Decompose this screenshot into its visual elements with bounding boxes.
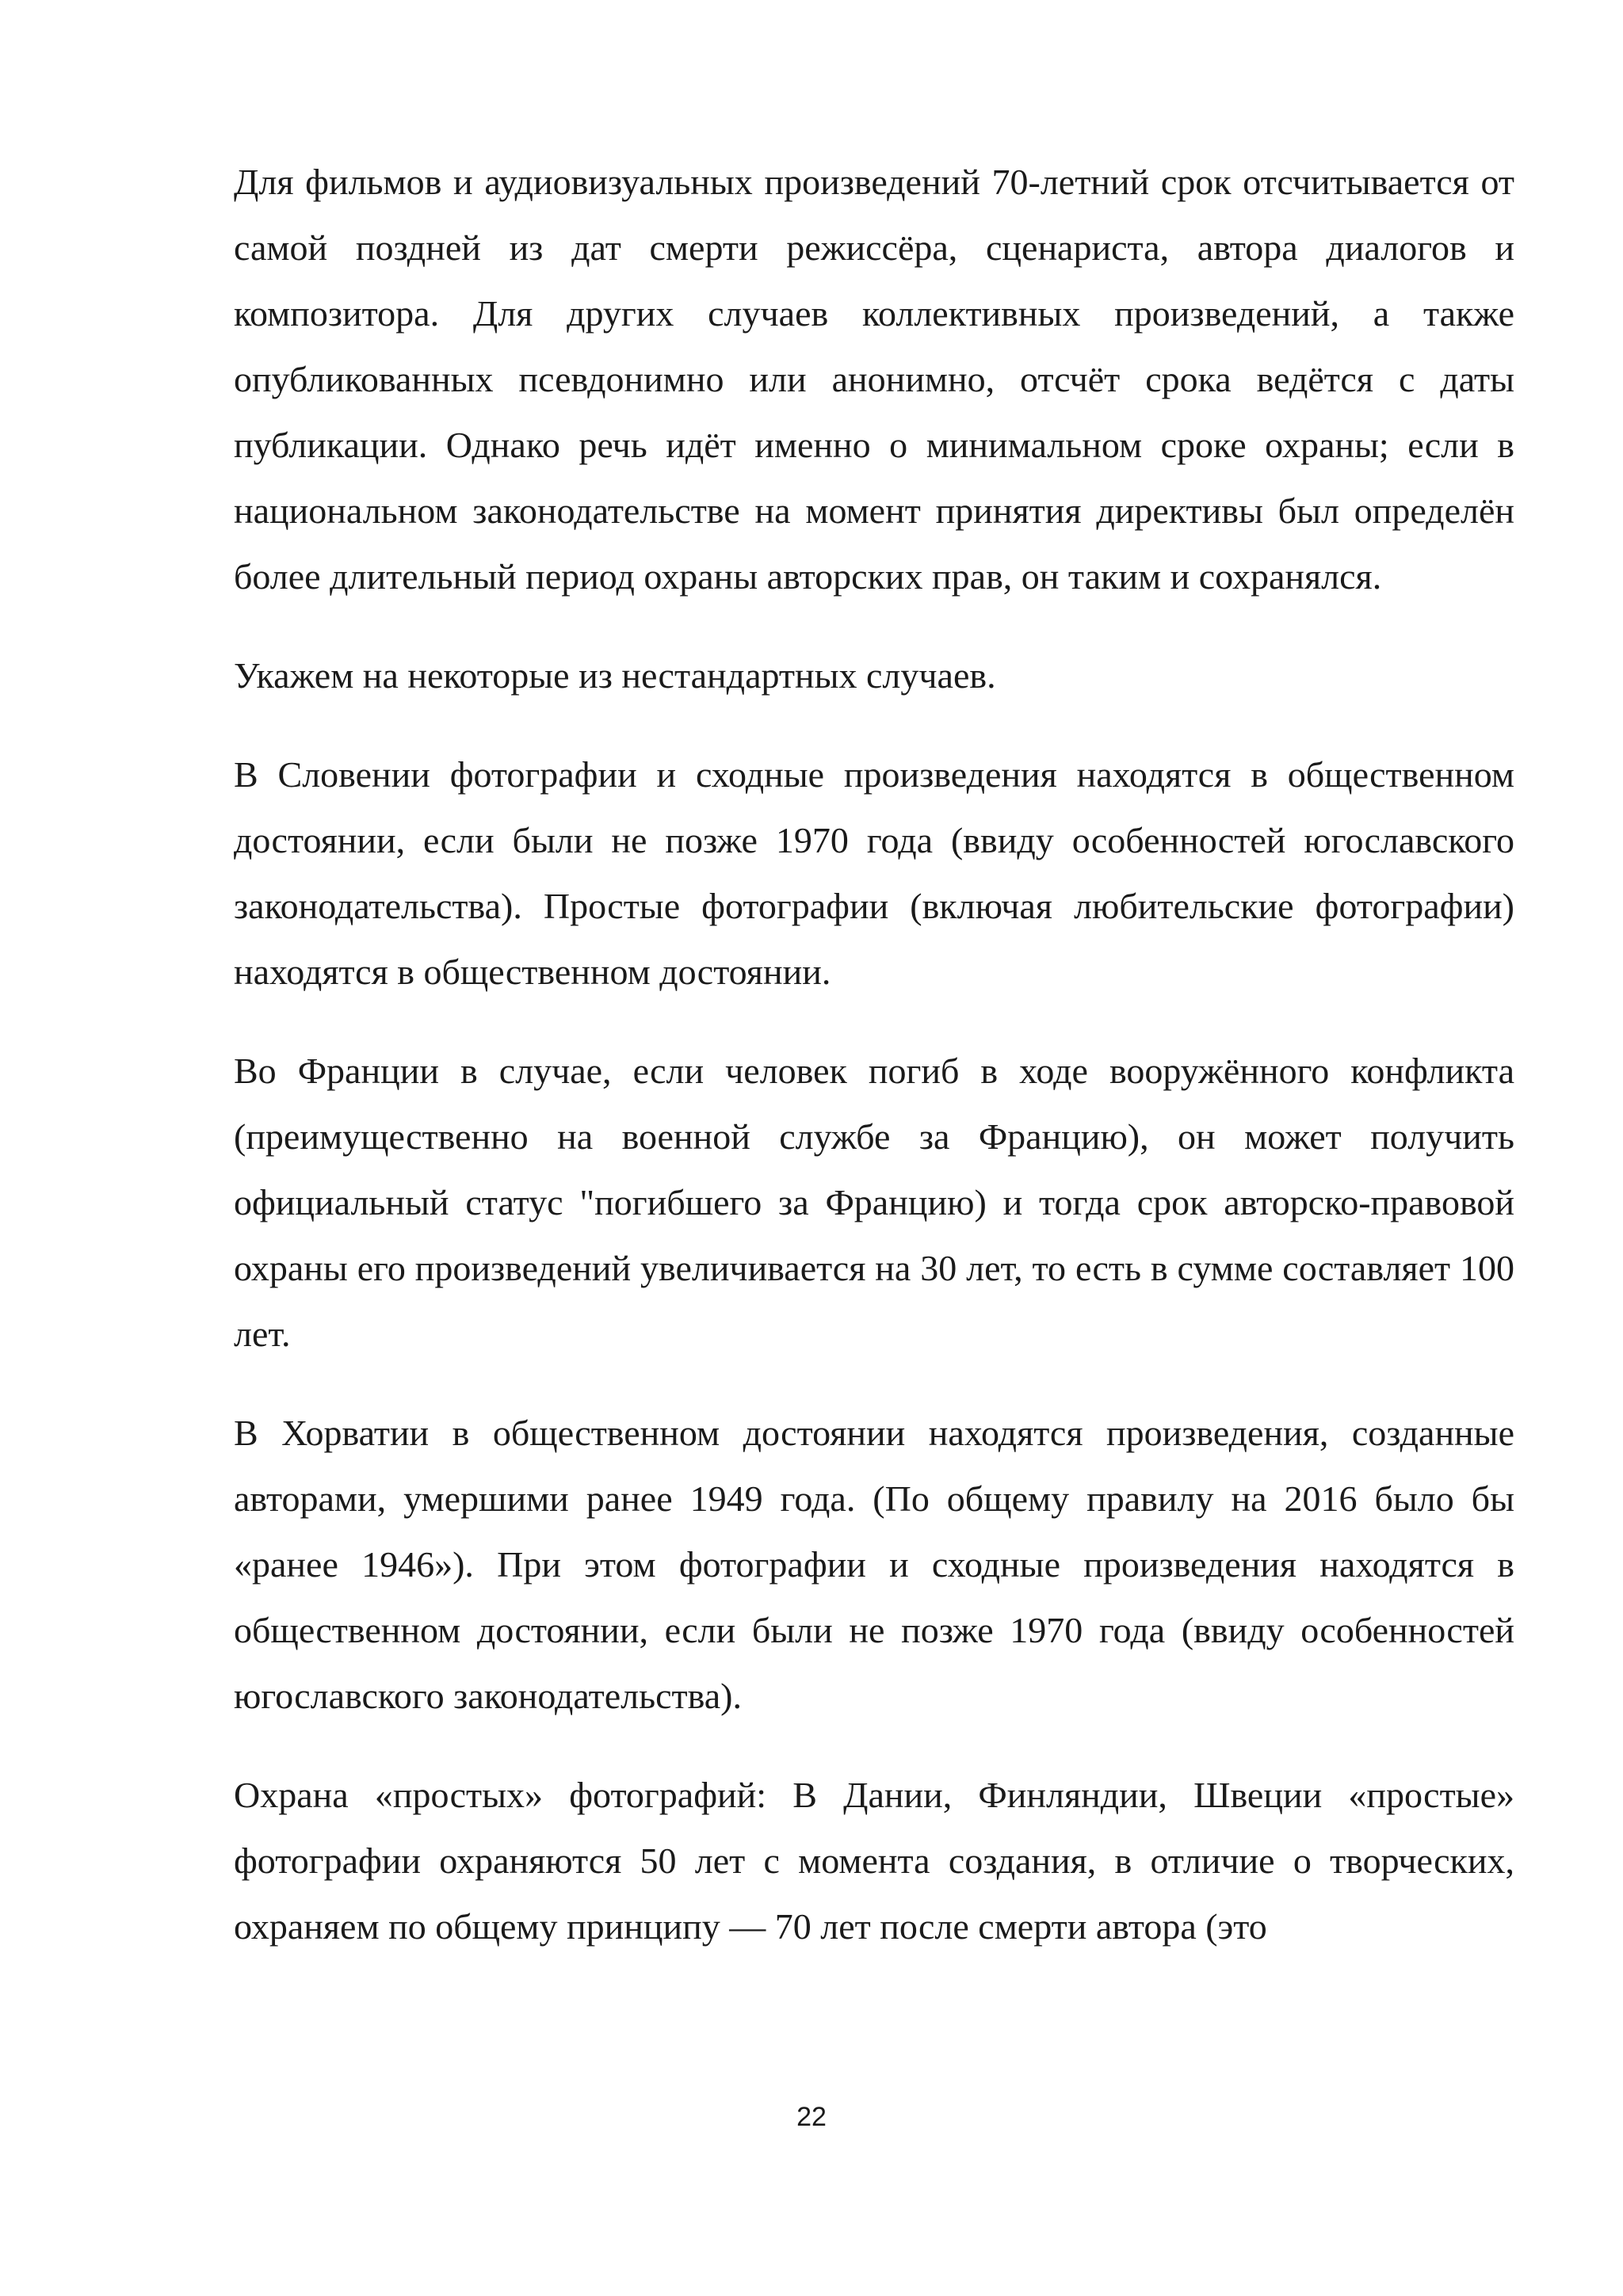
paragraph-slovenia: В Словении фотографии и сходные произведения находятся в общественном достоянии, если были не позже 1970 года (ввиду особенностей югославского законодательства). Простые фотографии (включая любительские фотографии) находятся в общественном достоянии. [234,754,1514,992]
page-body [234,149,1514,1959]
paragraph-nonstandard-intro: Укажем на некоторые из нестандартных случаев. [234,655,996,696]
paragraph-simple-photos: Охрана «простых» фотографий: В Дании, Финляндии, Швеции «простые» фотографии охраняются 50 лет с момента создания, в отличие о творческих, охраняем по общему принципу — 70 лет после смерти автора (это [234,1775,1514,1947]
paragraph-film-term: Для фильмов и аудиовизуальных произведений 70-летний срок отсчитывается от самой поздней из дат смерти режиссёра, сценариста, автора диалогов и композитора. Для других случаев коллективных произведений, а также опубликованных псевдонимно или анонимно, отсчёт срока ведётся с даты публикации. Однако речь идёт именно о минимальном сроке охраны; если в национальном законодательстве на момент принятия директивы был определён более длительный период охраны авторских прав, он таким и сохранялся. [234,162,1514,597]
paragraph-croatia: В Хорватии в общественном достоянии находятся произведения, созданные авторами, умершими ранее 1949 года. (По общему правилу на 2016 было бы «ранее 1946»). При этом фотографии и сходные произведения находятся в общественном достоянии, если были не позже 1970 года (ввиду особенностей югославского законодательства). [234,1413,1514,1716]
page-number: 22 [796,2102,827,2132]
paragraph-france: Во Франции в случае, если человек погиб в ходе вооружённого конфликта (преимущественно на военной службе за Францию), он может получить официальный статус "погибшего за Францию) и тогда срок авторско-правовой охраны его произведений увеличивается на 30 лет, то есть в сумме составляет 100 лет. [234,1051,1514,1354]
